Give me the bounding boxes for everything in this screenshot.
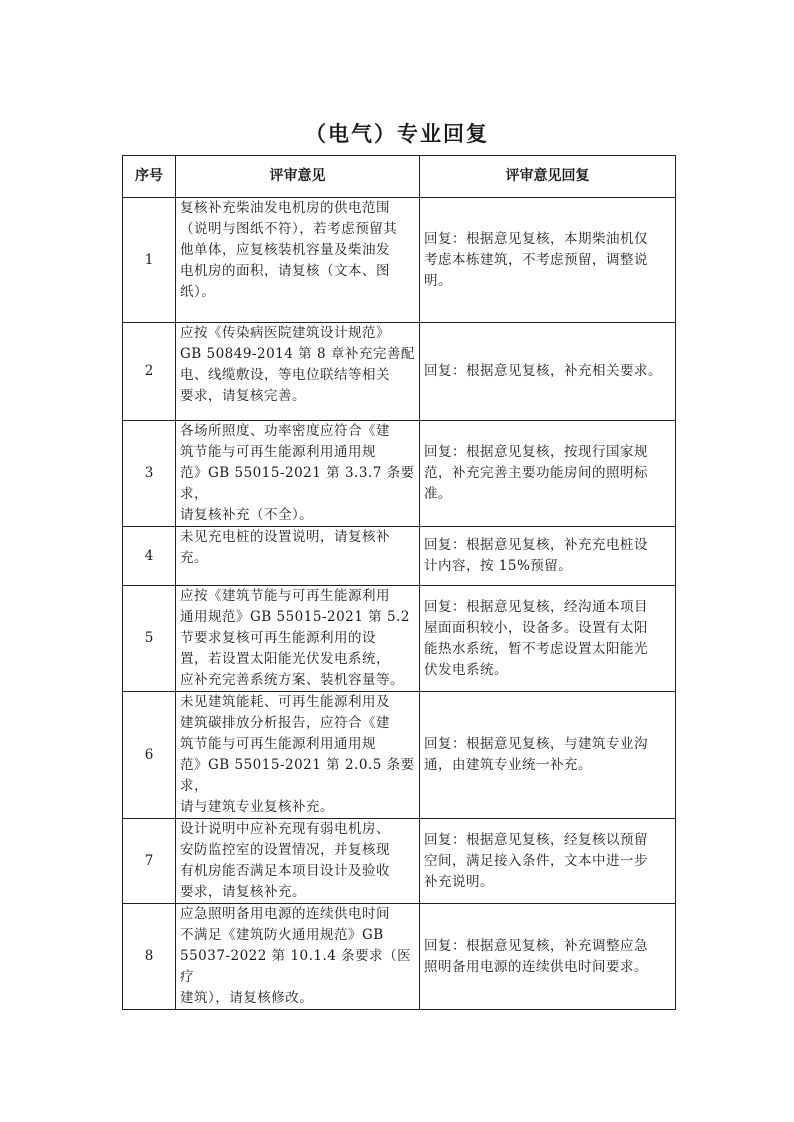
text-line: 范，补充完善主要功能房间的照明标 bbox=[424, 465, 648, 481]
text-line: 电机房的面积，请复核（文本、图 bbox=[180, 263, 390, 279]
text-line: 空间，满足接入条件，文本中进一步 bbox=[424, 852, 648, 869]
text-line: 建筑），请复核修改。 bbox=[180, 990, 314, 1006]
text-line: 筑节能与可再生能源利用通用规 bbox=[180, 444, 376, 460]
text-line: 通，由建筑专业统一补充。 bbox=[424, 757, 592, 773]
review-comment bbox=[176, 527, 420, 586]
review-comment bbox=[176, 904, 420, 1010]
row-number: 3 bbox=[123, 421, 176, 527]
text-line: 安防监控室的设置情况，并复核现 bbox=[180, 842, 390, 858]
text-line: 应按《传染病医院建筑设计规范》 bbox=[180, 325, 390, 341]
text-line: 屋面面积较小，设备多。设置有太阳 bbox=[424, 619, 648, 636]
text-line: 未见充电桩的设置说明，请复核补 bbox=[180, 529, 390, 545]
table-row bbox=[123, 527, 676, 586]
text-line: 回复：根据意见复核，与建筑专业沟 bbox=[424, 736, 648, 752]
row-number: 1 bbox=[123, 198, 176, 323]
text-line: 范》GB 55015-2021 第 2.0.5 条要求， bbox=[180, 757, 415, 794]
text-line: 筑节能与可再生能源利用通用规 bbox=[180, 736, 376, 752]
text-line: 要求，请复核补充。 bbox=[180, 884, 306, 900]
row-number: 2 bbox=[123, 323, 176, 421]
header-no: 序号 bbox=[123, 156, 176, 198]
table-row bbox=[123, 323, 676, 421]
review-reply bbox=[420, 527, 676, 586]
review-reply bbox=[420, 692, 676, 819]
review-reply bbox=[420, 586, 676, 692]
text-line: 请与建筑专业复核补充。 bbox=[180, 799, 334, 815]
text-line: 能热水系统，暂不考虑设置太阳能光 bbox=[424, 640, 648, 657]
text-line: 伏发电系统。 bbox=[424, 661, 508, 678]
table-body bbox=[123, 198, 676, 1010]
review-comment bbox=[176, 421, 420, 527]
text-line: 置，若设置太阳能光伏发电系统， bbox=[180, 651, 390, 667]
text-line: 复核补充柴油发电机房的供电范围 bbox=[180, 200, 390, 216]
text-line: 计内容，按 15%预留。 bbox=[424, 558, 573, 574]
text-line: 回复：根据意见复核，经复核以预留 bbox=[424, 831, 648, 848]
text-line: 请复核补充（不全）。 bbox=[180, 507, 314, 523]
table-row bbox=[123, 904, 676, 1010]
text-line: 充。 bbox=[180, 550, 208, 566]
review-comment bbox=[176, 323, 420, 421]
review-reply bbox=[420, 323, 676, 421]
text-line: 建筑碳排放分析报告，应符合《建 bbox=[180, 715, 390, 731]
review-comment bbox=[176, 198, 420, 323]
text-line: 应按《建筑节能与可再生能源利用 bbox=[180, 588, 390, 604]
review-reply bbox=[420, 198, 676, 323]
text-line: （说明与图纸不符），若考虑预留其 bbox=[180, 221, 398, 237]
row-number: 5 bbox=[123, 586, 176, 692]
text-line: 应急照明备用电源的连续供电时间 bbox=[180, 906, 390, 922]
text-line: GB 50849-2014 第 8 章补充完善配 bbox=[180, 346, 415, 362]
text-line: 范》GB 55015-2021 第 3.3.7 条要求， bbox=[180, 465, 415, 502]
review-comment bbox=[176, 819, 420, 904]
text-line: 节要求复核可再生能源利用的设 bbox=[180, 630, 376, 646]
text-line: 回复：根据意见复核，本期柴油机仅 bbox=[424, 230, 648, 247]
text-line: 照明备用电源的连续供电时间要求。 bbox=[424, 958, 648, 975]
review-table bbox=[122, 155, 676, 1010]
text-line: 要求，请复核完善。 bbox=[180, 388, 306, 404]
text-line: 不满足《建筑防火通用规范》GB bbox=[180, 927, 384, 943]
text-line: 电、线缆敷设，等电位联结等相关 bbox=[180, 367, 390, 383]
row-number: 7 bbox=[123, 819, 176, 904]
text-line: 回复：根据意见复核，经沟通本项目 bbox=[424, 598, 648, 615]
text-line: 准。 bbox=[424, 486, 452, 502]
text-line: 回复：根据意见复核，补充相关要求。 bbox=[424, 363, 662, 379]
table-header bbox=[123, 156, 676, 198]
row-number: 6 bbox=[123, 692, 176, 819]
text-line: 回复：根据意见复核，按现行国家规 bbox=[424, 444, 648, 460]
text-line: 应补充完善系统方案、装机容量等。 bbox=[180, 672, 404, 688]
review-comment bbox=[176, 692, 420, 819]
table-row bbox=[123, 421, 676, 527]
text-line: 未见建筑能耗、可再生能源利用及 bbox=[180, 694, 390, 710]
text-line: 有机房能否满足本项目设计及验收 bbox=[180, 863, 390, 879]
text-line: 回复：根据意见复核，补充调整应急 bbox=[424, 937, 648, 954]
text-line: 回复：根据意见复核，补充充电桩设 bbox=[424, 537, 648, 553]
review-reply bbox=[420, 819, 676, 904]
row-number: 8 bbox=[123, 904, 176, 1010]
review-reply bbox=[420, 421, 676, 527]
row-number: 4 bbox=[123, 527, 176, 586]
review-reply bbox=[420, 904, 676, 1010]
text-line: 补充说明。 bbox=[424, 873, 494, 890]
text-line: 设计说明中应补充现有弱电机房、 bbox=[180, 821, 390, 837]
text-line: 考虑本栋建筑，不考虑预留，调整说 bbox=[424, 251, 648, 268]
table-row bbox=[123, 692, 676, 819]
text-line: 55037-2022 第 10.1.4 条要求（医疗 bbox=[180, 948, 412, 985]
page-title: （电气）专业回复 bbox=[305, 121, 489, 146]
text-line: 明。 bbox=[424, 272, 452, 289]
header-comment: 评审意见 bbox=[176, 156, 420, 198]
text-line: 纸）。 bbox=[180, 284, 216, 300]
table-row bbox=[123, 586, 676, 692]
text-line: 各场所照度、功率密度应符合《建 bbox=[180, 423, 390, 439]
review-comment bbox=[176, 586, 420, 692]
text-line: 通用规范》GB 55015-2021 第 5.2 bbox=[180, 609, 410, 625]
text-line: 他单体，应复核装机容量及柴油发 bbox=[180, 242, 390, 258]
header-reply: 评审意见回复 bbox=[420, 156, 676, 198]
table-row bbox=[123, 198, 676, 323]
table-row bbox=[123, 819, 676, 904]
